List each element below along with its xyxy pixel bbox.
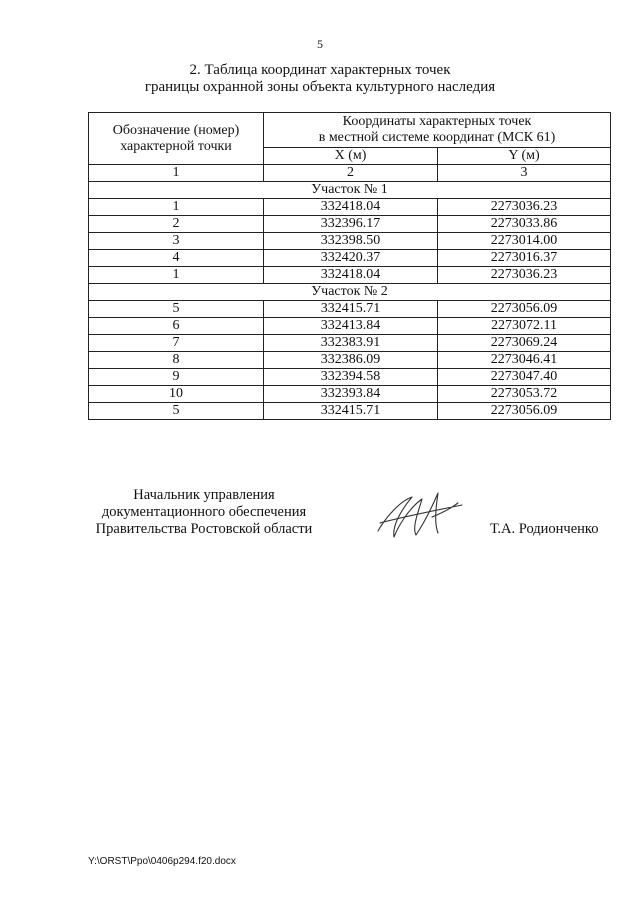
table-row [89, 318, 611, 335]
y-cell: 2273036.23 [438, 199, 611, 216]
y-cell: 2273046.41 [438, 352, 611, 369]
header-coordinates [264, 113, 611, 148]
column-number-row [89, 165, 611, 182]
x-cell: 332393.84 [264, 386, 438, 403]
section-title: Участок № 2 [89, 284, 611, 301]
point-cell: 1 [89, 267, 264, 284]
signatory-name: Т.А. Родионченко [490, 521, 599, 537]
y-cell: 2273053.72 [438, 386, 611, 403]
x-cell: 332396.17 [264, 216, 438, 233]
point-cell: 1 [89, 199, 264, 216]
y-cell: 2273056.09 [438, 301, 611, 318]
title-line-2: границы охранной зоны объекта культурного наследия [144, 79, 496, 95]
document-title [0, 62, 640, 96]
table-row [89, 301, 611, 318]
point-cell: 6 [89, 318, 264, 335]
x-cell: 332418.04 [264, 199, 438, 216]
header-coordinates-line-1: Координаты характерных точек [342, 114, 532, 129]
header-coordinates-line-2: в местной системе координат (МСК 61) [318, 130, 556, 145]
x-cell: 332413.84 [264, 318, 438, 335]
header-point-line-2: характерной точки [120, 138, 232, 154]
table-row [89, 352, 611, 369]
point-cell: 10 [89, 386, 264, 403]
signatory-position [88, 487, 320, 538]
point-cell: 5 [89, 403, 264, 420]
point-cell: 8 [89, 352, 264, 369]
position-line-1: Начальник управления [133, 487, 275, 503]
section-title: Участок № 1 [89, 182, 611, 199]
table-row [89, 267, 611, 284]
x-cell: 332386.09 [264, 352, 438, 369]
header-point-designation [89, 113, 264, 165]
y-cell: 2273036.23 [438, 267, 611, 284]
x-cell: 332398.50 [264, 233, 438, 250]
x-cell: 332420.37 [264, 250, 438, 267]
column-number: 3 [438, 165, 611, 182]
title-line-1: 2. Таблица координат характерных точек [189, 62, 451, 78]
y-cell: 2273056.09 [438, 403, 611, 420]
coordinates-table [88, 112, 611, 420]
table-row [89, 386, 611, 403]
column-number: 1 [89, 165, 264, 182]
position-line-2: документационного обеспечения [101, 504, 307, 520]
y-cell: 2273047.40 [438, 369, 611, 386]
x-cell: 332415.71 [264, 403, 438, 420]
point-cell: 2 [89, 216, 264, 233]
y-cell: 2273016.37 [438, 250, 611, 267]
header-x: X (м) [264, 148, 438, 165]
header-point-line-1: Обозначение (номер) [112, 122, 240, 138]
column-number: 2 [264, 165, 438, 182]
table-row [89, 403, 611, 420]
table-header-row [89, 113, 611, 148]
table-row [89, 250, 611, 267]
y-cell: 2273033.86 [438, 216, 611, 233]
table-row [89, 369, 611, 386]
section-row [89, 182, 611, 199]
y-cell: 2273072.11 [438, 318, 611, 335]
table-row [89, 335, 611, 352]
file-path: Y:\ORST\Ppo\0406p294.f20.docx [88, 856, 236, 867]
point-cell: 4 [89, 250, 264, 267]
header-y: Y (м) [438, 148, 611, 165]
point-cell: 9 [89, 369, 264, 386]
y-cell: 2273069.24 [438, 335, 611, 352]
x-cell: 332418.04 [264, 267, 438, 284]
x-cell: 332415.71 [264, 301, 438, 318]
x-cell: 332394.58 [264, 369, 438, 386]
handwritten-signature [372, 487, 467, 547]
point-cell: 7 [89, 335, 264, 352]
section-row [89, 284, 611, 301]
table-row [89, 199, 611, 216]
position-line-3: Правительства Ростовской области [95, 521, 313, 537]
table-row [89, 233, 611, 250]
point-cell: 5 [89, 301, 264, 318]
table-row [89, 216, 611, 233]
page-number: 5 [317, 37, 323, 51]
point-cell: 3 [89, 233, 264, 250]
y-cell: 2273014.00 [438, 233, 611, 250]
x-cell: 332383.91 [264, 335, 438, 352]
